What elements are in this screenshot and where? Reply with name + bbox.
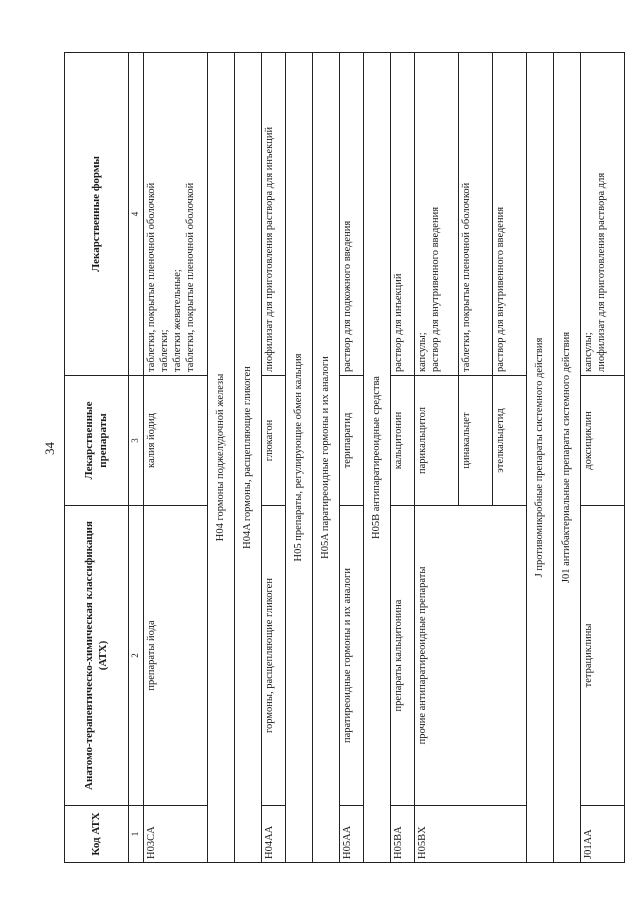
dosage-form-line: капсулы; <box>583 332 594 372</box>
section-row <box>527 53 554 863</box>
atc-code: J01AA <box>581 806 625 863</box>
section-row <box>364 53 391 863</box>
drug-name: парикальцитол <box>415 376 459 506</box>
column-number: 3 <box>129 376 144 506</box>
drug-name: калия йодид <box>144 376 208 506</box>
section-row <box>554 53 581 863</box>
table-row <box>340 53 364 863</box>
atc-code: H05BX <box>415 806 527 863</box>
table-row <box>262 53 286 863</box>
atc-code: H05BA <box>391 806 415 863</box>
header-row <box>65 53 129 863</box>
header-drugs: Лекарственные препараты <box>65 376 129 506</box>
header-classification: Анатомо-терапевтическо-химическая классификация (АТХ) <box>65 506 129 806</box>
header-forms: Лекарственные формы <box>65 53 129 376</box>
column-number: 2 <box>129 506 144 806</box>
dosage-form-line: таблетки, покрытые пленочной оболочкой <box>146 182 157 372</box>
dosage-form-line: лиофилизат для приготовления раствора для <box>596 172 608 372</box>
atc-class: тетрациклины <box>581 506 625 806</box>
section-row <box>235 53 262 863</box>
dosage-form-line: раствор для внутривенного введения <box>430 206 442 372</box>
dosage-forms: раствор для внутривенного введения <box>493 53 527 376</box>
section-heading: H05 препараты, регулирующие обмен кальция <box>286 53 313 863</box>
section-row <box>313 53 340 863</box>
dosage-forms: раствор для инъекций <box>391 53 415 376</box>
drug-name: кальцитонин <box>391 376 415 506</box>
dosage-forms <box>415 53 459 376</box>
section-heading: H04A гормоны, расщепляющие гликоген <box>235 53 262 863</box>
header-code: Код АТХ <box>65 806 129 863</box>
table-row <box>144 53 208 863</box>
page-number: 34 <box>42 442 57 455</box>
section-row <box>286 53 313 863</box>
dosage-form-line: таблетки жевательные; <box>172 269 184 372</box>
section-heading: H04 гормоны поджелудочной железы <box>208 53 235 863</box>
column-number: 1 <box>129 806 144 863</box>
drug-name: этелкальцетид <box>493 376 527 506</box>
atc-code: H05AA <box>340 806 364 863</box>
dosage-forms: лиофилизат для приготовления раствора для инъекций <box>262 53 286 376</box>
section-heading: H05A паратиреоидные гормоны и их аналоги <box>313 53 340 863</box>
section-heading: J противомикробные препараты системного действия <box>527 53 554 863</box>
atc-class: паратиреоидные гормоны и их аналоги <box>340 506 364 806</box>
atc-code: H03CA <box>144 806 208 863</box>
dosage-forms: таблетки, покрытые пленочной оболочкой <box>459 53 493 376</box>
rotated-page-content <box>64 53 608 863</box>
drug-name: терипаратид <box>340 376 364 506</box>
atc-drug-table <box>64 52 625 863</box>
dosage-forms <box>144 53 208 376</box>
dosage-form-line: капсулы; <box>417 332 428 372</box>
table-row <box>581 53 625 863</box>
section-heading: J01 антибактериальные препараты системного действия <box>554 53 581 863</box>
column-number-row <box>129 53 144 863</box>
table-row <box>391 53 415 863</box>
atc-class: препараты йода <box>144 506 208 806</box>
section-heading: H05B антипаратиреоидные средства <box>364 53 391 863</box>
drug-name: глюкагон <box>262 376 286 506</box>
drug-name: доксициклин <box>581 376 625 506</box>
table-row <box>415 53 459 863</box>
dosage-forms: раствор для подкожного введения <box>340 53 364 376</box>
atc-class: гормоны, расщепляющие гликоген <box>262 506 286 806</box>
column-number: 4 <box>129 53 144 376</box>
dosage-form-line: таблетки, покрытые пленочной оболочкой <box>185 182 197 372</box>
atc-class: препараты кальцитонина <box>391 506 415 806</box>
drug-name: цинакальцет <box>459 376 493 506</box>
dosage-form-line: таблетки; <box>159 329 171 372</box>
atc-class: прочие антипаратиреоидные препараты <box>415 506 527 806</box>
section-row <box>208 53 235 863</box>
atc-code: H04AA <box>262 806 286 863</box>
dosage-forms <box>581 53 625 376</box>
